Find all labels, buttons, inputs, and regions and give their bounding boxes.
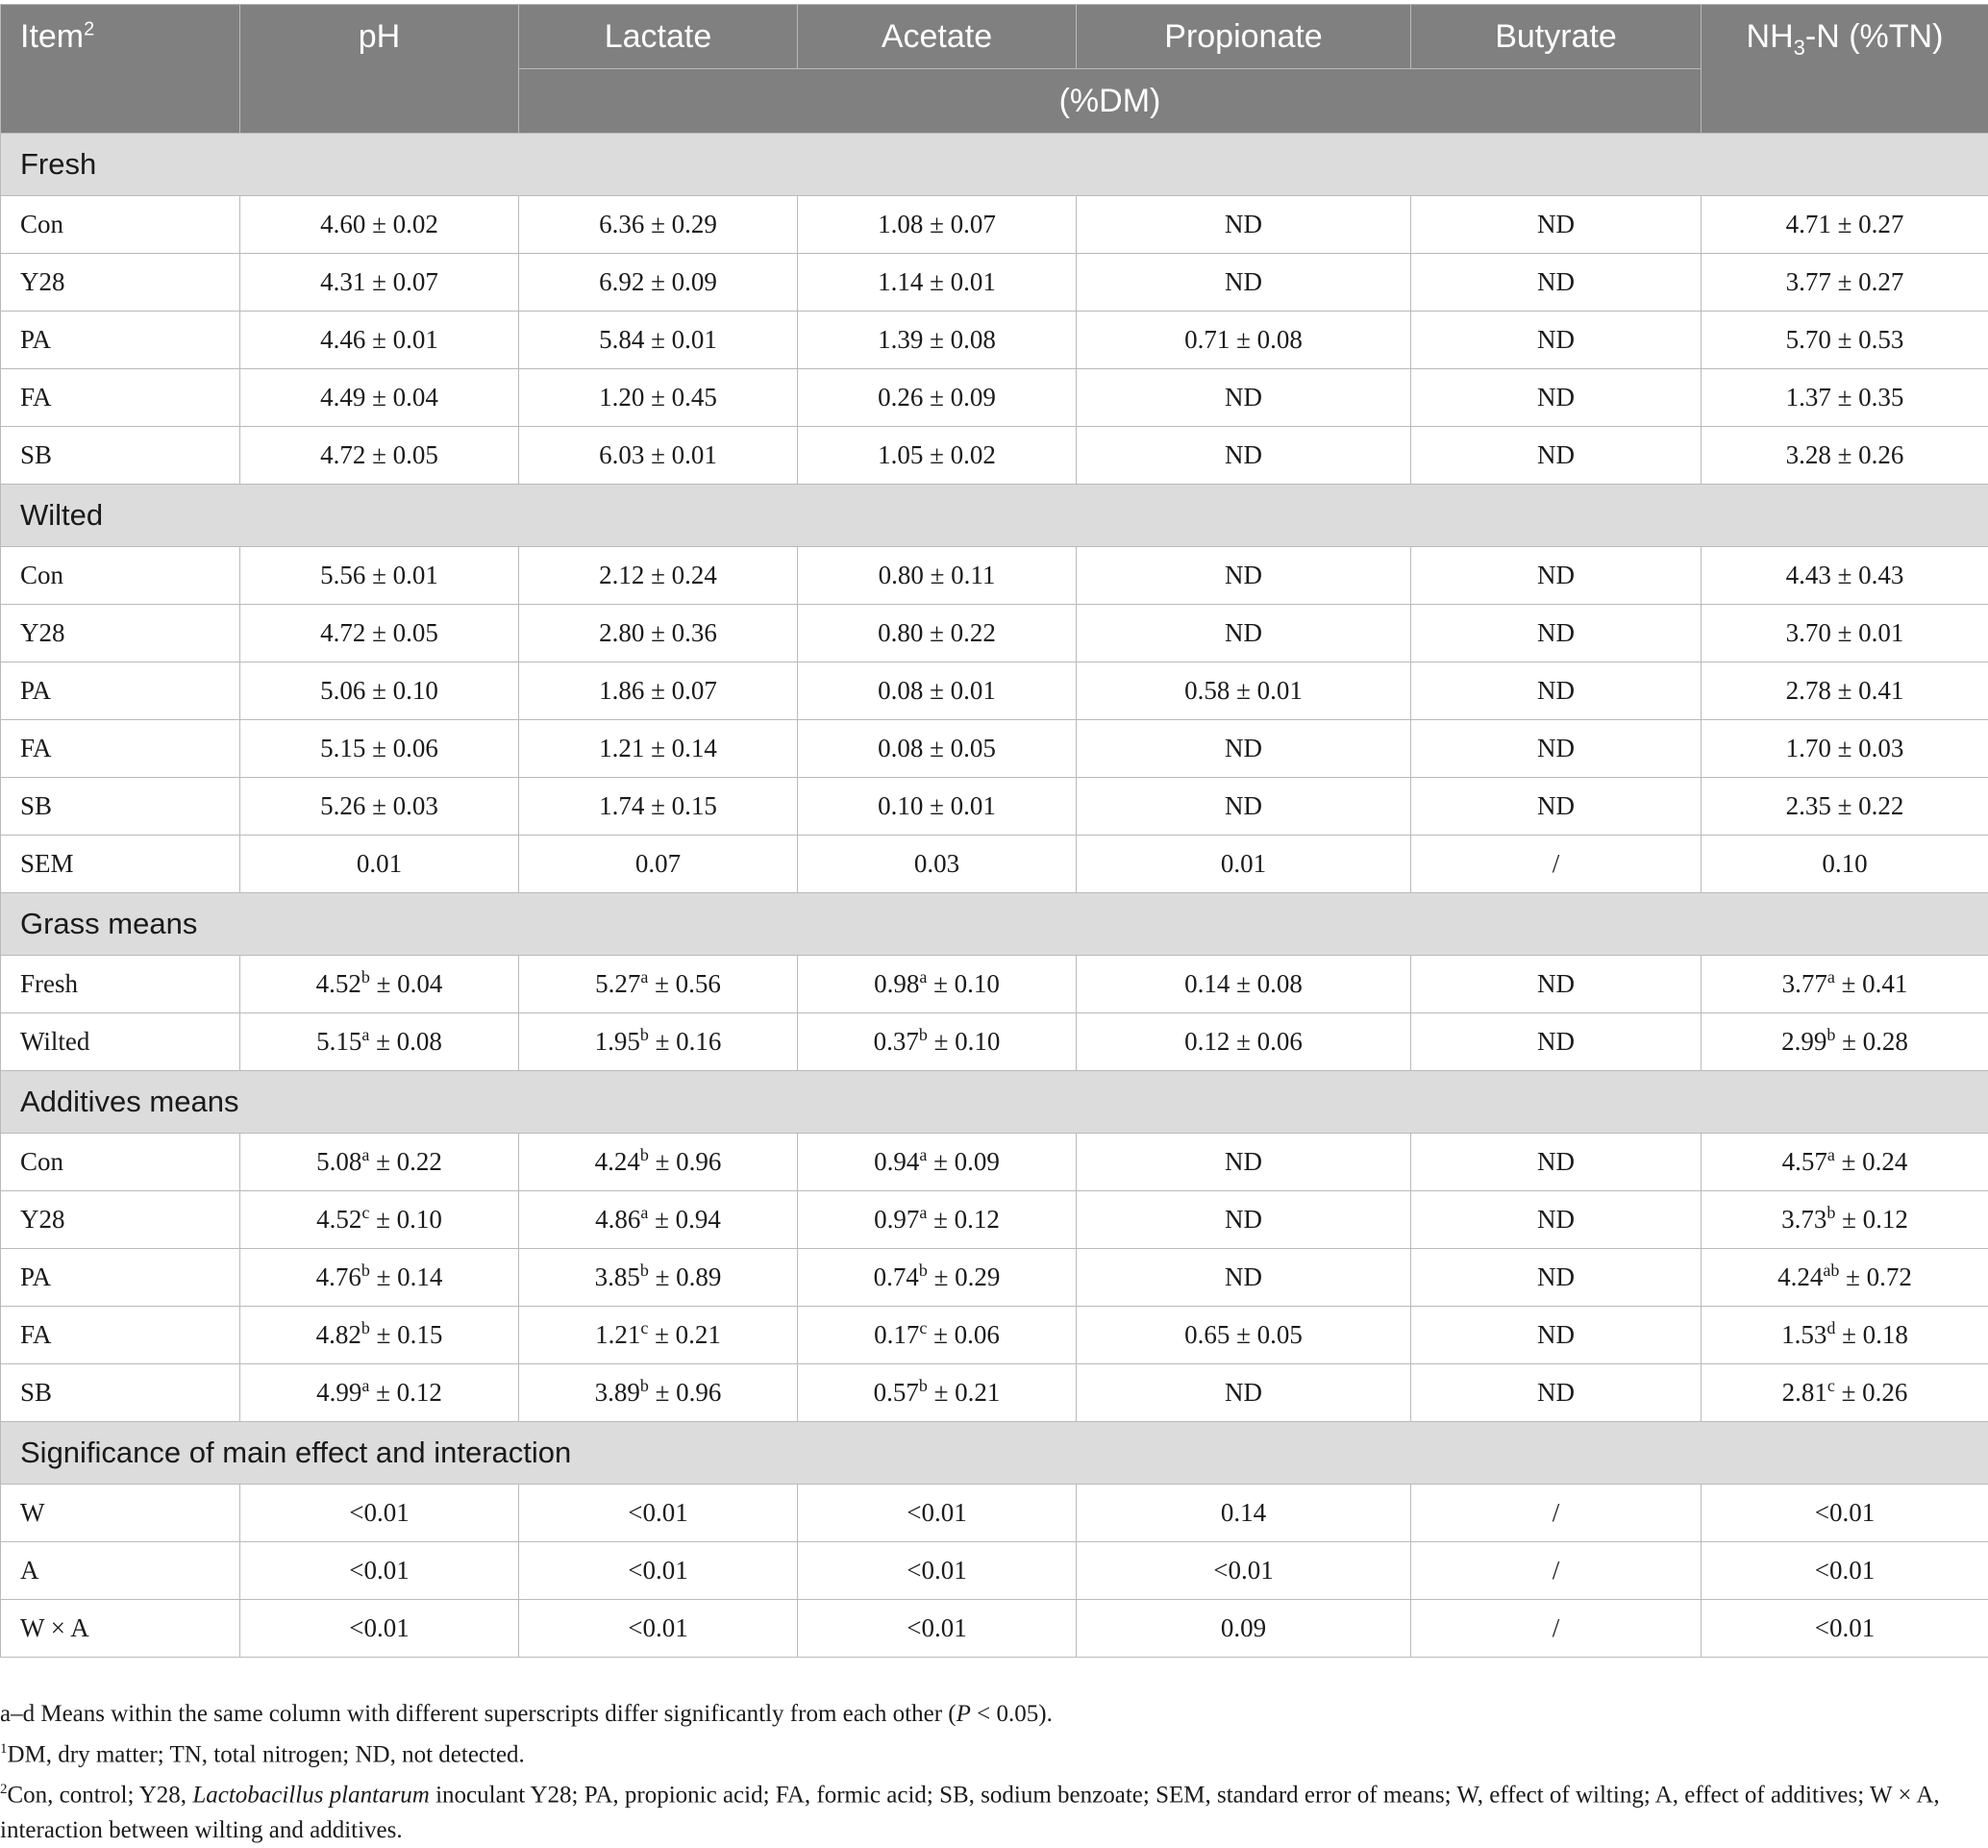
cell-ph: 5.06 ± 0.10	[240, 662, 519, 720]
cell-acetate: 0.08 ± 0.05	[798, 720, 1077, 778]
row-label: A	[1, 1542, 240, 1600]
cell-ph: 4.72 ± 0.05	[240, 427, 519, 485]
section-header-wilted	[1, 485, 1988, 547]
cell-lactate: 2.80 ± 0.36	[519, 605, 798, 662]
cell-value: ND	[1537, 1262, 1575, 1291]
cell-propionate	[1077, 1191, 1411, 1249]
table-row	[1, 1542, 1988, 1600]
cell-acetate	[798, 1249, 1077, 1307]
cell-superscript: b	[361, 1318, 370, 1337]
cell-nh3: 4.43 ± 0.43	[1702, 547, 1988, 605]
table-row	[1, 196, 1988, 254]
cell-butyrate	[1411, 956, 1702, 1013]
cell-butyrate: ND	[1411, 427, 1702, 485]
cell-superscript: a	[919, 1145, 927, 1164]
cell-acetate: 0.03	[798, 836, 1077, 893]
silage-fermentation-table	[0, 4, 1988, 1658]
cell-acetate	[798, 1307, 1077, 1364]
cell-acetate: 0.80 ± 0.11	[798, 547, 1077, 605]
cell-error: ± 0.09	[927, 1147, 1000, 1176]
table-row	[1, 1600, 1988, 1658]
cell-propionate: ND	[1077, 720, 1411, 778]
cell-superscript: b	[919, 1025, 928, 1044]
cell-ph: 5.15 ± 0.06	[240, 720, 519, 778]
footnote-1: $^1$DM, dry matter; TN, total nitrogen; ND, not detected.	[0, 1732, 1980, 1772]
cell-error: ± 0.12	[369, 1378, 442, 1407]
cell-butyrate: /	[1411, 836, 1702, 893]
table-row	[1, 1191, 1988, 1249]
cell-butyrate: /	[1411, 1485, 1702, 1542]
cell-propionate: 0.09	[1077, 1600, 1411, 1658]
cell-lactate: 6.03 ± 0.01	[519, 427, 798, 485]
cell-superscript: a	[640, 1203, 648, 1222]
row-label: FA	[1, 1307, 240, 1364]
row-label: W	[1, 1485, 240, 1542]
table-row	[1, 778, 1988, 836]
cell-value: 0.14 ± 0.08	[1184, 969, 1303, 998]
cell-propionate: 0.58 ± 0.01	[1077, 662, 1411, 720]
cell-ph	[240, 1191, 519, 1249]
cell-superscript: b	[640, 1261, 649, 1280]
cell-ph	[240, 1134, 519, 1191]
cell-butyrate	[1411, 1249, 1702, 1307]
row-label: FA	[1, 369, 240, 427]
cell-nh3	[1702, 1191, 1988, 1249]
table-row	[1, 662, 1988, 720]
table-row	[1, 1364, 1988, 1422]
cell-ph	[240, 1249, 519, 1307]
cell-lactate	[519, 1364, 798, 1422]
section-title: Significance of main effect and interaction	[1, 1422, 1988, 1485]
cell-value: ND	[1537, 1205, 1575, 1234]
cell-nh3: 5.70 ± 0.53	[1702, 312, 1988, 369]
cell-lactate	[519, 1191, 798, 1249]
cell-lactate: <0.01	[519, 1600, 798, 1658]
cell-value: 0.17	[874, 1320, 919, 1349]
cell-nh3: <0.01	[1702, 1485, 1988, 1542]
cell-value: 4.99	[316, 1378, 361, 1407]
cell-error: ± 0.96	[649, 1378, 722, 1407]
row-label: Y28	[1, 254, 240, 312]
table-row	[1, 312, 1988, 369]
cell-acetate: 1.14 ± 0.01	[798, 254, 1077, 312]
cell-acetate	[798, 1364, 1077, 1422]
cell-butyrate: ND	[1411, 254, 1702, 312]
footnote-2: $^2$Con, control; Y28, Lactobacillus plantarum inoculant Y28; PA, propionic acid; FA, formic acid; SB, sodium benzoate; SEM, standard error of means; W, effect of wilting; A, effect of additives; W × A, interaction between wilting and additives.	[0, 1772, 1980, 1847]
cell-ph: 4.46 ± 0.01	[240, 312, 519, 369]
cell-butyrate: /	[1411, 1542, 1702, 1600]
cell-value: 4.82	[316, 1320, 361, 1349]
cell-nh3: 3.77 ± 0.27	[1702, 254, 1988, 312]
cell-acetate: 0.80 ± 0.22	[798, 605, 1077, 662]
table-footnotes	[0, 1697, 1980, 1848]
cell-nh3	[1702, 1249, 1988, 1307]
cell-superscript: b	[1826, 1025, 1835, 1044]
cell-value: 4.76	[316, 1262, 361, 1291]
cell-propionate: ND	[1077, 547, 1411, 605]
cell-value: 0.94	[874, 1147, 919, 1176]
row-label: Fresh	[1, 956, 240, 1013]
cell-nh3	[1702, 1364, 1988, 1422]
cell-nh3: 3.28 ± 0.26	[1702, 427, 1988, 485]
cell-ph: 4.72 ± 0.05	[240, 605, 519, 662]
row-label: PA	[1, 312, 240, 369]
table-row	[1, 605, 1988, 662]
cell-acetate	[798, 1191, 1077, 1249]
cell-propionate: ND	[1077, 254, 1411, 312]
cell-lactate: <0.01	[519, 1485, 798, 1542]
cell-propionate: ND	[1077, 605, 1411, 662]
cell-value: 4.24	[595, 1147, 640, 1176]
row-label: SEM	[1, 836, 240, 893]
header-propionate: Propionate	[1077, 5, 1411, 69]
header-lactate: Lactate	[519, 5, 798, 69]
cell-value: 3.77	[1782, 969, 1827, 998]
cell-lactate: 6.92 ± 0.09	[519, 254, 798, 312]
cell-acetate	[798, 1134, 1077, 1191]
section-header-additives	[1, 1071, 1988, 1134]
cell-nh3	[1702, 956, 1988, 1013]
cell-value: ND	[1537, 1027, 1575, 1056]
table-row	[1, 369, 1988, 427]
cell-lactate: 1.20 ± 0.45	[519, 369, 798, 427]
cell-lactate: 0.07	[519, 836, 798, 893]
row-label: Con	[1, 1134, 240, 1191]
cell-nh3: 2.35 ± 0.22	[1702, 778, 1988, 836]
cell-butyrate	[1411, 1364, 1702, 1422]
section-title: Grass means	[1, 893, 1988, 956]
section-header-significance	[1, 1422, 1988, 1485]
table-row	[1, 836, 1988, 893]
cell-butyrate: ND	[1411, 605, 1702, 662]
cell-lactate	[519, 1013, 798, 1071]
cell-error: ± 0.29	[928, 1262, 1001, 1291]
cell-superscript: b	[919, 1376, 928, 1395]
cell-ph: 5.56 ± 0.01	[240, 547, 519, 605]
cell-nh3	[1702, 1134, 1988, 1191]
cell-butyrate	[1411, 1307, 1702, 1364]
cell-propionate: ND	[1077, 369, 1411, 427]
cell-value: ND	[1225, 1262, 1262, 1291]
section-header-grass	[1, 893, 1988, 956]
cell-acetate: <0.01	[798, 1485, 1077, 1542]
table-row	[1, 1249, 1988, 1307]
cell-value: 2.81	[1782, 1378, 1827, 1407]
cell-error: ± 0.26	[1835, 1378, 1908, 1407]
cell-error: ± 0.12	[927, 1205, 1000, 1234]
cell-error: ± 0.89	[649, 1262, 722, 1291]
cell-lactate: 2.12 ± 0.24	[519, 547, 798, 605]
cell-error: ± 0.10	[927, 969, 1000, 998]
table-row	[1, 1485, 1988, 1542]
cell-error: ± 0.21	[928, 1378, 1001, 1407]
row-label: SB	[1, 778, 240, 836]
row-label: Con	[1, 196, 240, 254]
cell-value: ND	[1225, 1378, 1262, 1407]
cell-value: ND	[1537, 1378, 1575, 1407]
cell-error: ± 0.28	[1835, 1027, 1908, 1056]
cell-lactate: 1.21 ± 0.14	[519, 720, 798, 778]
cell-error: ± 0.04	[370, 969, 443, 998]
cell-superscript: a	[361, 1145, 369, 1164]
cell-propionate	[1077, 1013, 1411, 1071]
cell-nh3: 1.37 ± 0.35	[1702, 369, 1988, 427]
cell-ph	[240, 956, 519, 1013]
header-nh3n: $NH_3-N$ (%TN)	[1702, 5, 1988, 134]
table-row	[1, 254, 1988, 312]
cell-lactate: 5.84 ± 0.01	[519, 312, 798, 369]
cell-nh3: <0.01	[1702, 1542, 1988, 1600]
cell-error: ± 0.10	[928, 1027, 1001, 1056]
cell-error: ± 0.21	[648, 1320, 721, 1349]
cell-value: 5.08	[316, 1147, 361, 1176]
cell-propionate	[1077, 1134, 1411, 1191]
cell-ph: <0.01	[240, 1542, 519, 1600]
cell-butyrate: ND	[1411, 720, 1702, 778]
cell-value: 4.24	[1777, 1262, 1823, 1291]
cell-value: ND	[1225, 1205, 1262, 1234]
cell-propionate: ND	[1077, 196, 1411, 254]
section-header-fresh	[1, 134, 1988, 196]
cell-lactate: 6.36 ± 0.29	[519, 196, 798, 254]
cell-error: ± 0.56	[648, 969, 721, 998]
row-label: SB	[1, 427, 240, 485]
row-label: Wilted	[1, 1013, 240, 1071]
cell-butyrate	[1411, 1191, 1702, 1249]
cell-error: ± 0.06	[927, 1320, 1000, 1349]
cell-acetate: 0.10 ± 0.01	[798, 778, 1077, 836]
cell-butyrate	[1411, 1134, 1702, 1191]
cell-value: 3.73	[1781, 1205, 1826, 1234]
table-row	[1, 427, 1988, 485]
cell-nh3: <0.01	[1702, 1600, 1988, 1658]
cell-error: ± 0.18	[1835, 1320, 1908, 1349]
cell-ph	[240, 1364, 519, 1422]
cell-propionate	[1077, 1249, 1411, 1307]
table-body	[1, 134, 1988, 1658]
footnote-superscripts: a–d Means within the same column with different superscripts differ significantly from each other (P < 0.05).	[0, 1697, 1980, 1732]
cell-lactate: <0.01	[519, 1542, 798, 1600]
cell-acetate	[798, 956, 1077, 1013]
cell-ph: 4.31 ± 0.07	[240, 254, 519, 312]
cell-ph: <0.01	[240, 1600, 519, 1658]
cell-value: 3.85	[595, 1262, 640, 1291]
section-title: Wilted	[1, 485, 1988, 547]
cell-value: 4.57	[1782, 1147, 1827, 1176]
cell-acetate: 1.08 ± 0.07	[798, 196, 1077, 254]
cell-superscript: c	[919, 1318, 927, 1337]
cell-superscript: c	[640, 1318, 648, 1337]
row-label: SB	[1, 1364, 240, 1422]
cell-ph: 4.60 ± 0.02	[240, 196, 519, 254]
row-label: Con	[1, 547, 240, 605]
row-label: PA	[1, 662, 240, 720]
cell-value: 3.89	[595, 1378, 640, 1407]
row-label: W × A	[1, 1600, 240, 1658]
cell-superscript: b	[361, 967, 370, 986]
cell-value: 5.27	[595, 969, 640, 998]
cell-propionate: 0.01	[1077, 836, 1411, 893]
cell-value: 0.12 ± 0.06	[1184, 1027, 1303, 1056]
cell-butyrate: ND	[1411, 778, 1702, 836]
cell-value: 2.99	[1781, 1027, 1826, 1056]
cell-acetate: <0.01	[798, 1600, 1077, 1658]
cell-value: 4.86	[595, 1205, 640, 1234]
row-label: Y28	[1, 605, 240, 662]
cell-superscript: c	[1827, 1376, 1835, 1395]
row-label: Y28	[1, 1191, 240, 1249]
cell-superscript: d	[1826, 1318, 1835, 1337]
cell-nh3: 0.10	[1702, 836, 1988, 893]
cell-nh3: 2.78 ± 0.41	[1702, 662, 1988, 720]
table-row	[1, 1307, 1988, 1364]
header-dm-unit: (%DM)	[519, 69, 1702, 134]
cell-ph: 4.49 ± 0.04	[240, 369, 519, 427]
cell-superscript: a	[1827, 967, 1835, 986]
cell-ph	[240, 1013, 519, 1071]
table-row	[1, 956, 1988, 1013]
cell-propionate: <0.01	[1077, 1542, 1411, 1600]
cell-butyrate: ND	[1411, 196, 1702, 254]
cell-propionate: ND	[1077, 427, 1411, 485]
cell-ph: 5.26 ± 0.03	[240, 778, 519, 836]
table-header	[1, 5, 1988, 134]
cell-value: ND	[1537, 1320, 1575, 1349]
cell-value: 1.21	[595, 1320, 640, 1349]
cell-error: ± 0.24	[1835, 1147, 1908, 1176]
cell-value: 0.65 ± 0.05	[1184, 1320, 1303, 1349]
cell-acetate	[798, 1013, 1077, 1071]
cell-superscript: b	[361, 1261, 370, 1280]
section-title: Additives means	[1, 1071, 1988, 1134]
table-row	[1, 1134, 1988, 1191]
cell-superscript: a	[919, 1203, 927, 1222]
cell-superscript: b	[640, 1145, 649, 1164]
cell-lactate	[519, 1307, 798, 1364]
cell-acetate: 0.08 ± 0.01	[798, 662, 1077, 720]
cell-error: ± 0.12	[1835, 1205, 1908, 1234]
table-row	[1, 720, 1988, 778]
cell-butyrate: ND	[1411, 547, 1702, 605]
header-item: Item$^2$	[1, 5, 240, 134]
cell-lactate	[519, 956, 798, 1013]
cell-superscript: a	[361, 1376, 369, 1395]
cell-error: ± 0.08	[369, 1027, 442, 1056]
cell-superscript: b	[1826, 1203, 1835, 1222]
table-row	[1, 1013, 1988, 1071]
cell-value: 0.37	[874, 1027, 919, 1056]
cell-nh3: 3.70 ± 0.01	[1702, 605, 1988, 662]
cell-ph: <0.01	[240, 1485, 519, 1542]
cell-error: ± 0.16	[649, 1027, 722, 1056]
cell-propionate: 0.14	[1077, 1485, 1411, 1542]
cell-propionate: 0.71 ± 0.08	[1077, 312, 1411, 369]
cell-lactate: 1.86 ± 0.07	[519, 662, 798, 720]
cell-acetate: 1.39 ± 0.08	[798, 312, 1077, 369]
cell-lactate: 1.74 ± 0.15	[519, 778, 798, 836]
cell-propionate: ND	[1077, 778, 1411, 836]
cell-butyrate: ND	[1411, 662, 1702, 720]
cell-value: ND	[1537, 1147, 1575, 1176]
cell-propionate	[1077, 1364, 1411, 1422]
row-label: PA	[1, 1249, 240, 1307]
cell-value: ND	[1225, 1147, 1262, 1176]
cell-error: ± 0.15	[370, 1320, 443, 1349]
cell-error: ± 0.10	[369, 1205, 442, 1234]
cell-value: 1.53	[1781, 1320, 1826, 1349]
section-title: Fresh	[1, 134, 1988, 196]
cell-value: 5.15	[316, 1027, 361, 1056]
cell-butyrate	[1411, 1013, 1702, 1071]
cell-nh3	[1702, 1013, 1988, 1071]
table-row	[1, 547, 1988, 605]
cell-butyrate: /	[1411, 1600, 1702, 1658]
cell-superscript: a	[1827, 1145, 1835, 1164]
cell-nh3: 4.71 ± 0.27	[1702, 196, 1988, 254]
cell-superscript: b	[640, 1376, 649, 1395]
cell-value: 0.74	[874, 1262, 919, 1291]
cell-error: ± 0.94	[648, 1205, 721, 1234]
cell-error: ± 0.72	[1839, 1262, 1912, 1291]
cell-value: 4.52	[316, 969, 361, 998]
cell-propionate	[1077, 956, 1411, 1013]
cell-error: ± 0.14	[370, 1262, 443, 1291]
cell-value: 0.98	[874, 969, 919, 998]
cell-lactate	[519, 1134, 798, 1191]
cell-superscript: b	[919, 1261, 928, 1280]
cell-error: ± 0.41	[1835, 969, 1908, 998]
cell-value: 0.57	[874, 1378, 919, 1407]
cell-nh3	[1702, 1307, 1988, 1364]
row-label: FA	[1, 720, 240, 778]
cell-nh3: 1.70 ± 0.03	[1702, 720, 1988, 778]
cell-butyrate: ND	[1411, 312, 1702, 369]
cell-superscript: a	[640, 967, 648, 986]
cell-acetate: 1.05 ± 0.02	[798, 427, 1077, 485]
cell-value: ND	[1537, 969, 1575, 998]
header-butyrate: Butyrate	[1411, 5, 1702, 69]
cell-lactate	[519, 1249, 798, 1307]
cell-value: 0.97	[874, 1205, 919, 1234]
cell-value: 1.95	[595, 1027, 640, 1056]
cell-superscript: c	[361, 1203, 369, 1222]
cell-superscript: b	[640, 1025, 649, 1044]
cell-butyrate: ND	[1411, 369, 1702, 427]
cell-ph	[240, 1307, 519, 1364]
cell-value: 4.52	[316, 1205, 361, 1234]
header-acetate: Acetate	[798, 5, 1077, 69]
cell-propionate	[1077, 1307, 1411, 1364]
cell-error: ± 0.96	[649, 1147, 722, 1176]
cell-superscript: ab	[1823, 1261, 1839, 1280]
cell-superscript: a	[361, 1025, 369, 1044]
cell-superscript: a	[919, 967, 927, 986]
cell-error: ± 0.22	[369, 1147, 442, 1176]
header-ph: pH	[240, 5, 519, 134]
cell-ph: 0.01	[240, 836, 519, 893]
cell-acetate: 0.26 ± 0.09	[798, 369, 1077, 427]
cell-acetate: <0.01	[798, 1542, 1077, 1600]
